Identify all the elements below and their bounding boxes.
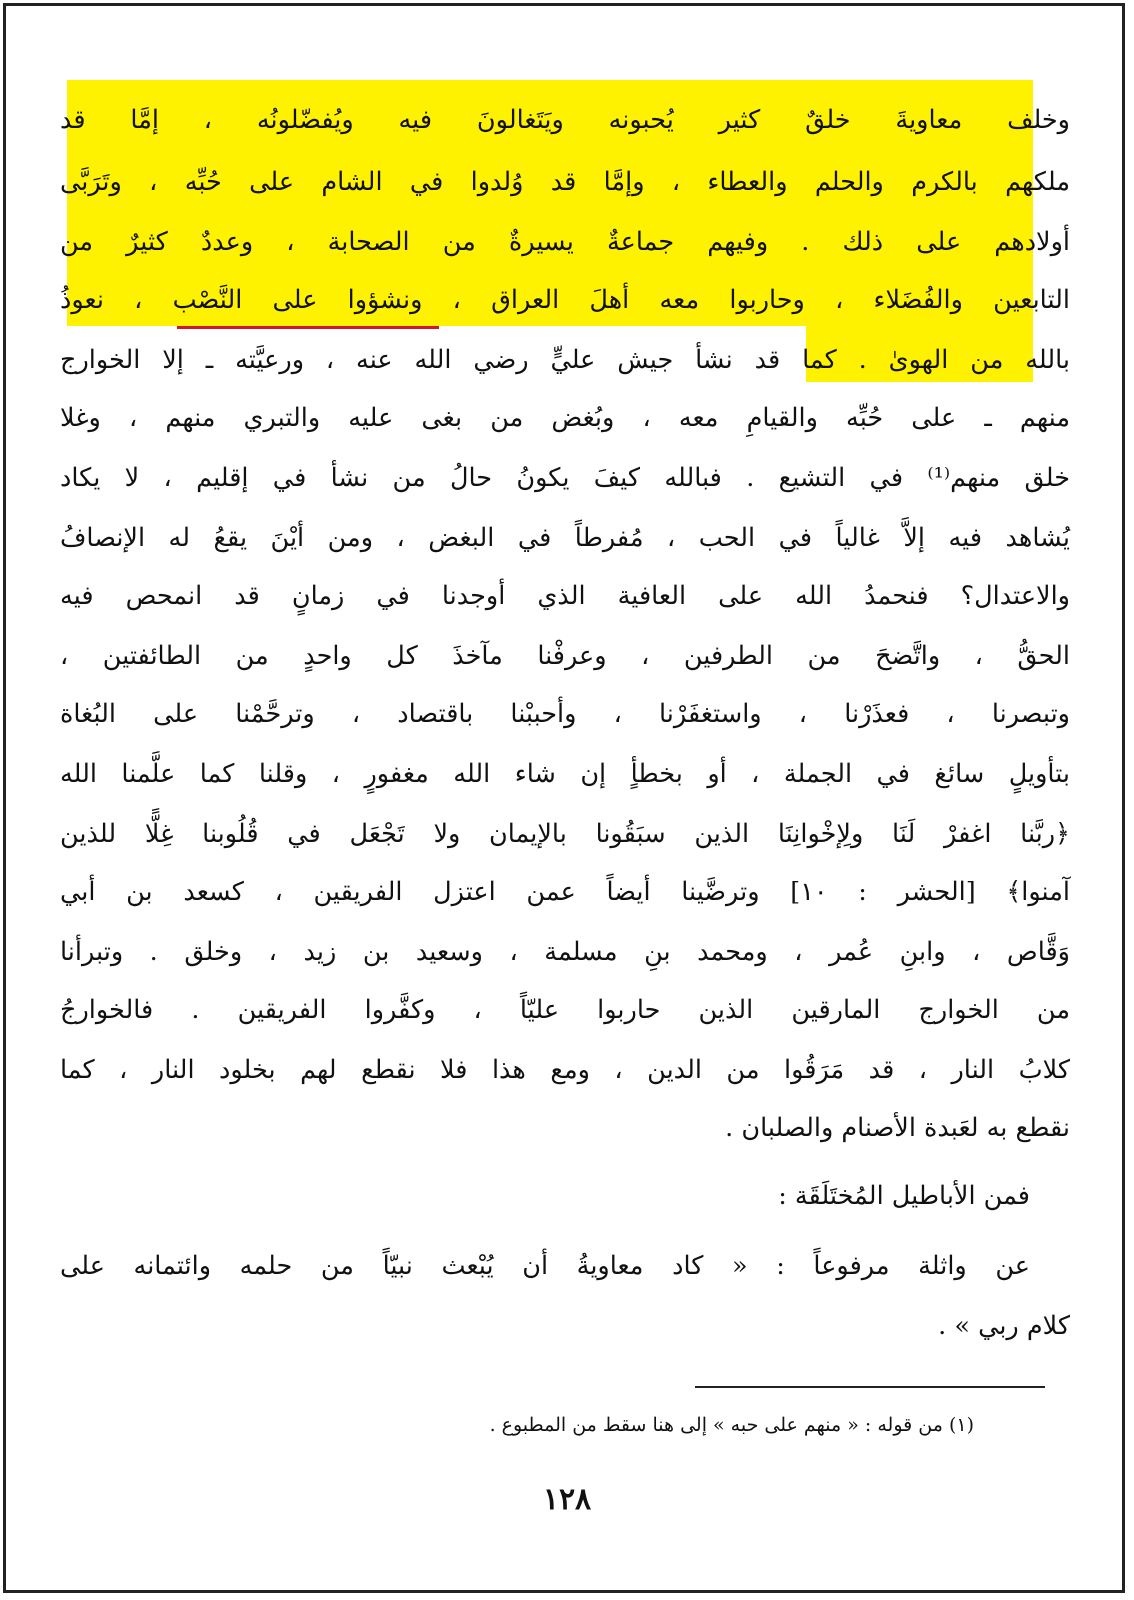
text-line: كلابُ النار ، قد مَرَقُوا من الدين ، ومع هذا فلا نقطع لهم بخلود النار ، كما (60, 1055, 1070, 1085)
text-line: منهم ـ على حُبِّه والقيامِ معه ، وبُغض من بغى عليه والتبري منهم ، وغلا (60, 403, 1070, 433)
text-line: نقطع به لعَبدة الأصنام والصلبان . (725, 1113, 1070, 1143)
text-line: بتأويلٍ سائغ في الجملة ، أو بخطأٍ إن شاء الله مغفورٍ ، وقلنا كما علَّمنا الله (60, 759, 1070, 789)
narration-line: كلام ربي » . (938, 1311, 1070, 1341)
footnote-divider (695, 1386, 1045, 1388)
text-line: بالله من الهوىٰ . كما قد نشأ جيش عليٍّ رضي الله عنه ، ورعيَّته ـ إلا الخوارج (60, 345, 1070, 375)
text-line: وتبصرنا ، فعذَرْنا ، واستغفَرْنا ، وأحببْنا باقتصاد ، وترحَّمْنا على البُغاة (60, 699, 1070, 729)
text-line: الحقُّ ، واتَّضحَ من الطرفين ، وعرفْنا مآخذَ كل واحدٍ من الطائفتين ، (60, 641, 1070, 671)
narration-line: عن واثلة مرفوعاً : « كاد معاويةُ أن يُبْعث نبيّاً من حلمه وائتمانه على (60, 1251, 1030, 1281)
text-line: آمنوا﴾ [الحشر : ١٠] وترضَّينا أيضاً عمن اعتزل الفريقين ، كسعد بن أبي (60, 877, 1070, 907)
text-line: يُشاهد فيه إلاَّ غالياً في الحب ، مُفرطاً في البغض ، ومن أيْنَ يقعُ له الإنصافُ (60, 523, 1070, 553)
text-line: وَقَّاص ، وابنِ عُمر ، ومحمد بنِ مسلمة ، وسعيد بن زيد ، وخلق . وتبرأنا (60, 937, 1070, 967)
text-line: ﴿ربَّنا اغفرْ لَنَا ولِإخْوانِنَا الذين سبَقُونا بالإيمان ولا تَجْعَل في قُلُوبنا غِلًّا للذين (60, 819, 1070, 849)
text-line: ملكهم بالكرم والحلم والعطاء ، وإمَّا قد وُلدوا في الشام على حُبِّه ، وتَرَبَّى (60, 167, 1070, 197)
text-line: من الخوارج المارقين الذين حاربوا عليّاً ، وكفَّروا الفريقين . فالخوارجُ (60, 995, 1070, 1025)
footnote: (١) من قوله : « منهم على حبه » إلى هنا سقط من المطبوع . (489, 1414, 974, 1436)
red-underline-annotation (177, 326, 439, 329)
text-line: خلق منهم⁽¹⁾ في التشيع . فبالله كيفَ يكونُ حالُ من نشأ في إقليم ، لا يكاد (60, 463, 1070, 493)
text-line: التابعين والفُضَلاء ، وحاربوا معه أهلَ العراق ، ونشؤوا على النَّصْب ، نعوذُ (60, 285, 1070, 315)
section-heading: فمن الأباطيل المُختَلَقَة : (778, 1181, 1030, 1211)
text-line: وخلف معاويةَ خلقٌ كثير يُحبونه ويَتَغالونَ فيه ويُفضّلونُه ، إمَّا قد (60, 105, 1070, 135)
text-line: أولادهم على ذلك . وفيهم جماعةٌ يسيرةٌ من الصحابة ، وعددٌ كثيرٌ من (60, 227, 1070, 257)
text-line: والاعتدال؟ فنحمدُ الله على العافية الذي أوجدنا في زمانٍ قد انمحص فيه (60, 581, 1070, 611)
page-number: ١٢٨ (542, 1482, 592, 1517)
